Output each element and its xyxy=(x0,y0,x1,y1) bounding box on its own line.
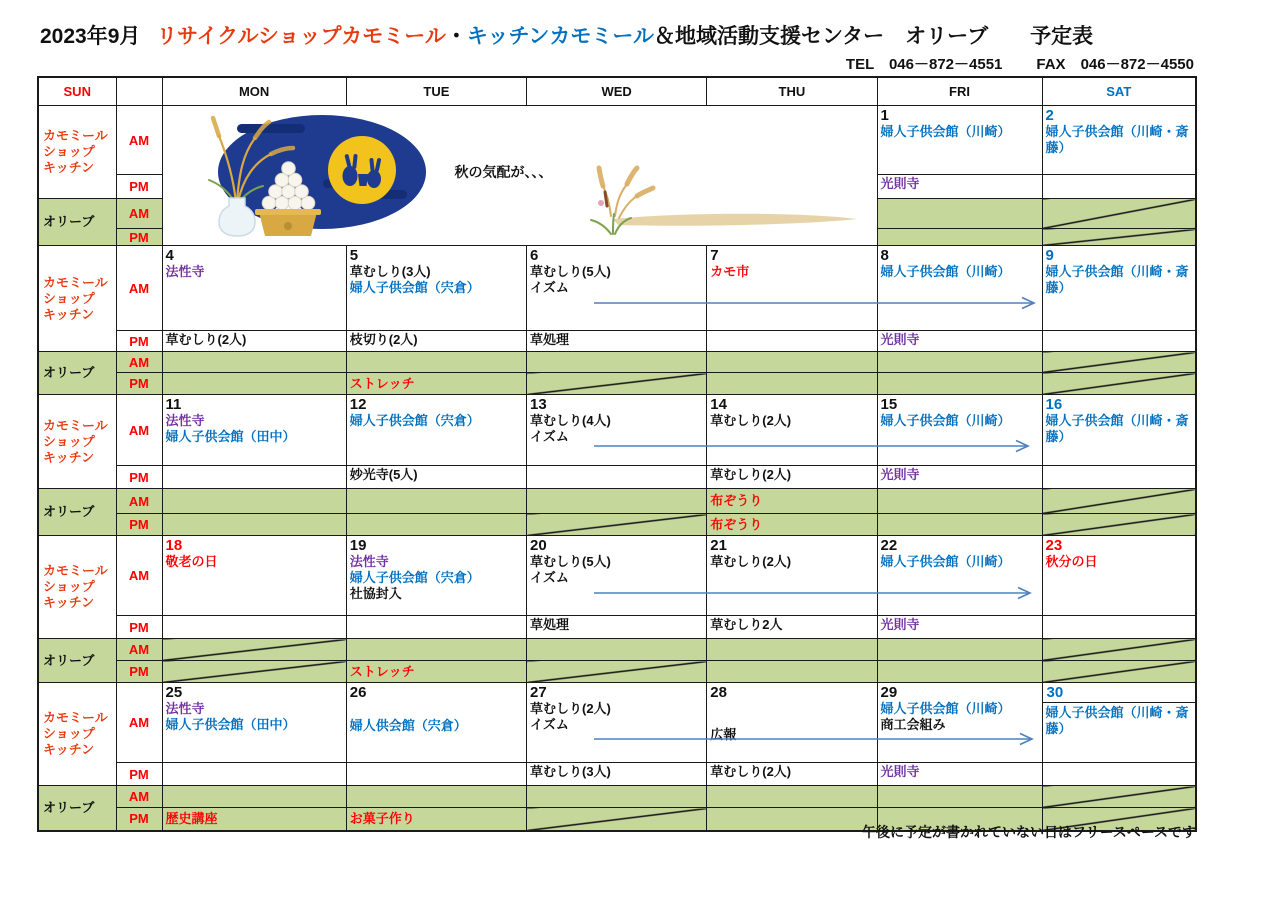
event-text: 婦人子供会館（田中） xyxy=(165,429,296,444)
olive-am-label: AM xyxy=(116,786,162,808)
day-29-am-cell xyxy=(877,683,1042,763)
event-text: 草むしり(5人) xyxy=(530,264,611,279)
day-26-pm-cell xyxy=(346,763,526,786)
event-text: イズム xyxy=(530,570,569,585)
olive-am-label: AM xyxy=(116,489,162,514)
row-label-olive: オリーブ xyxy=(38,639,116,683)
day-28-olive-pm-cell xyxy=(707,808,877,831)
event-text: 法性寺 xyxy=(165,701,205,716)
footer-note: 午後に予定が書かれていない日はフリースペースです xyxy=(862,824,1197,840)
day-28-olive-am-cell xyxy=(707,786,877,808)
row-label-kamomiru xyxy=(38,683,116,786)
day-18-olive-pm-cell xyxy=(162,661,346,683)
event-text: 草処理 xyxy=(530,617,570,632)
day-20-olive-am-cell xyxy=(527,639,707,661)
day-28-am-cell xyxy=(707,683,877,763)
week-5-am-row xyxy=(38,683,1196,763)
day-15-olive-am-cell xyxy=(877,489,1042,514)
event-text: イズム xyxy=(530,429,569,444)
day-30-pm-cell xyxy=(1042,763,1196,786)
olive-pm-label: PM xyxy=(116,229,162,246)
day-19-pm-cell xyxy=(346,616,526,639)
event-text: 法性寺 xyxy=(349,554,389,569)
pm-label: PM xyxy=(116,763,162,786)
event-text: 法性寺 xyxy=(165,413,205,428)
event-text: 婦人子供会館（川崎） xyxy=(880,701,1011,716)
day-7-pm-cell xyxy=(707,331,877,352)
autumn-caption: 秋の気配が、、、 xyxy=(454,164,553,180)
day-8-pm-cell xyxy=(877,331,1042,352)
day-11-pm-cell xyxy=(162,466,346,489)
title-separator: ・ xyxy=(445,25,467,48)
fax-number: FAX 046－872－4550 xyxy=(1036,56,1194,73)
day-5-olive-pm-cell xyxy=(346,373,526,395)
day-14-am-cell xyxy=(707,395,877,466)
day-number-6: 6 xyxy=(530,247,539,264)
day-22-am-cell xyxy=(877,536,1042,616)
week-4-am-row xyxy=(38,536,1196,616)
event-text: イズム xyxy=(530,280,569,295)
kamomiru-label-line: ショップ xyxy=(43,579,95,594)
day-30-am-cell xyxy=(1042,683,1196,763)
day-23-pm-cell xyxy=(1042,616,1196,639)
day-21-pm-cell xyxy=(707,616,877,639)
olive-event-text: 布ぞうり xyxy=(710,516,763,532)
event-text: 婦人子供会館（川崎・斎藤） xyxy=(1045,264,1189,295)
day-15-am-cell xyxy=(877,395,1042,466)
row-label-kamomiru xyxy=(38,246,116,352)
event-text: 婦人子供会館（川崎・斎藤） xyxy=(1045,124,1189,155)
day-23-olive-am-cell xyxy=(1042,639,1196,661)
pm-label: PM xyxy=(116,466,162,489)
header-row xyxy=(38,77,1196,106)
day-2-pm-cell xyxy=(1042,175,1196,199)
day-18-pm-cell xyxy=(162,616,346,639)
event-text: 枝切り(2人) xyxy=(349,332,418,347)
event-text: 広報 xyxy=(710,727,737,742)
day-number-28: 28 xyxy=(710,684,727,701)
day-12-pm-cell xyxy=(346,466,526,489)
day-25-olive-pm-cell xyxy=(162,808,346,831)
event-text: 草むしり2人 xyxy=(710,617,783,632)
kamomiru-label-line: カモミール xyxy=(43,274,108,290)
day-number-1: 1 xyxy=(880,107,889,124)
day-number-14: 14 xyxy=(710,396,727,413)
olive-event-text: ストレッチ xyxy=(349,375,415,391)
olive-event-text: ストレッチ xyxy=(349,663,415,679)
olive-event-text: 布ぞうり xyxy=(710,493,763,508)
header-sat: SAT xyxy=(1042,77,1196,106)
week-2-olive-pm-row xyxy=(38,373,1196,395)
kamomiru-label-line: カモミール xyxy=(43,128,108,143)
event-text: 婦人子供会館（川崎） xyxy=(880,124,1011,139)
event-text: 草むしり(2人) xyxy=(165,332,247,347)
kamomiru-label-line: ショップ xyxy=(43,726,95,741)
day-2-olive-am-cell xyxy=(1042,199,1196,229)
event-text: 草むしり(2人) xyxy=(710,467,792,482)
event-text: 草むしり(5人) xyxy=(530,554,611,569)
day-4-olive-am-cell xyxy=(162,352,346,373)
header-fri: FRI xyxy=(877,77,1042,106)
tsukimi-illustration-cell xyxy=(162,106,877,246)
kamomiru-label-line: キッチン xyxy=(43,595,95,610)
day-29-pm-cell xyxy=(877,763,1042,786)
olive-am-label: AM xyxy=(116,639,162,661)
day-number-25: 25 xyxy=(165,684,183,701)
day-16-olive-pm-cell xyxy=(1042,514,1196,536)
week-3-olive-am-row xyxy=(38,489,1196,514)
title-rest: ＆地域活動支援センター オリーブ 予定表 xyxy=(654,25,1094,48)
week-1-am-row xyxy=(38,106,1196,175)
kamomiru-label-line: キッチン xyxy=(43,742,95,757)
event-text: 妙光寺(5人) xyxy=(349,467,418,482)
day-29-olive-am-cell xyxy=(877,786,1042,808)
day-number-16: 16 xyxy=(1045,396,1063,413)
day-number-15: 15 xyxy=(880,396,898,413)
day-9-pm-cell xyxy=(1042,331,1196,352)
day-19-olive-pm-cell xyxy=(346,661,526,683)
day-4-pm-cell xyxy=(162,331,346,352)
day-21-olive-pm-cell xyxy=(707,661,877,683)
event-text: イズム xyxy=(530,717,569,732)
day-number-9: 9 xyxy=(1045,247,1054,264)
day-1-am-cell xyxy=(877,106,1042,175)
day-15-olive-pm-cell xyxy=(877,514,1042,536)
header-wed: WED xyxy=(527,77,707,106)
day-number-4: 4 xyxy=(165,247,174,264)
week-3-am-row xyxy=(38,395,1196,466)
event-text: 婦人子供会館（川崎・斎藤） xyxy=(1045,705,1189,736)
day-13-am-cell xyxy=(527,395,707,466)
day-number-26: 26 xyxy=(349,684,367,701)
day-7-olive-pm-cell xyxy=(707,373,877,395)
event-text: 光則寺 xyxy=(880,467,920,482)
week-5-pm-row xyxy=(38,763,1196,786)
kamomiru-label-line: カモミール xyxy=(43,710,108,725)
day-7-am-cell xyxy=(707,246,877,331)
day-number-22: 22 xyxy=(880,537,898,554)
day-13-olive-am-cell xyxy=(527,489,707,514)
day-16-pm-cell xyxy=(1042,466,1196,489)
week-2-pm-row xyxy=(38,331,1196,352)
day-number-19: 19 xyxy=(349,537,367,554)
event-text: 草むしり(2人) xyxy=(710,554,792,569)
full-moon-icon xyxy=(328,136,396,204)
day-1-pm-cell xyxy=(877,175,1042,199)
header-blank xyxy=(116,77,162,106)
day-number-18: 18 xyxy=(165,537,183,554)
day-6-pm-cell xyxy=(527,331,707,352)
kamomiru-label-line: キッチン xyxy=(43,449,95,465)
day-27-olive-am-cell xyxy=(527,786,707,808)
day-16-olive-am-cell xyxy=(1042,489,1196,514)
day-20-olive-pm-cell xyxy=(527,661,707,683)
day-7-olive-am-cell xyxy=(707,352,877,373)
day-12-olive-am-cell xyxy=(346,489,526,514)
day-23-olive-pm-cell xyxy=(1042,661,1196,683)
day-number-2: 2 xyxy=(1045,107,1054,124)
day-number-20: 20 xyxy=(530,537,547,554)
event-text: 光則寺 xyxy=(880,764,920,779)
header-sun: SUN xyxy=(38,77,116,106)
tel-number: TEL 046－872－4551 xyxy=(845,56,1003,73)
pm-label: PM xyxy=(116,331,162,352)
week-3-olive-pm-row xyxy=(38,514,1196,536)
day-30-olive-am-cell xyxy=(1042,786,1196,808)
am-label: AM xyxy=(116,683,162,763)
event-text: 光則寺 xyxy=(880,332,920,347)
day-number-13: 13 xyxy=(530,396,547,413)
kamomiru-label-line: ショップ xyxy=(43,144,95,159)
day-14-olive-pm-cell xyxy=(707,514,877,536)
day-number-5: 5 xyxy=(349,247,359,264)
header-tue: TUE xyxy=(346,77,526,106)
day-20-am-cell xyxy=(527,536,707,616)
day-18-am-cell xyxy=(162,536,346,616)
title-month: 2023年9月 xyxy=(40,25,141,48)
week-4-olive-pm-row xyxy=(38,661,1196,683)
day-19-olive-am-cell xyxy=(346,639,526,661)
day-22-pm-cell xyxy=(877,616,1042,639)
event-text: 草むしり(3人) xyxy=(349,264,431,279)
event-text: 婦人子供会館（宍倉） xyxy=(349,570,480,585)
day-11-olive-am-cell xyxy=(162,489,346,514)
event-text: カモ市 xyxy=(710,264,750,279)
day-number-21: 21 xyxy=(710,537,727,554)
day-12-olive-pm-cell xyxy=(346,514,526,536)
week-4-olive-am-row xyxy=(38,639,1196,661)
kamomiru-label-line: キッチン xyxy=(43,160,95,175)
olive-event-text: お菓子作り xyxy=(349,810,415,826)
event-text: 草処理 xyxy=(530,332,570,347)
row-label-olive: オリーブ xyxy=(38,199,116,246)
day-2-am-cell xyxy=(1042,106,1196,175)
day-27-olive-pm-cell xyxy=(527,808,707,831)
event-text: 秋分の日 xyxy=(1045,554,1098,569)
day-26-olive-pm-cell xyxy=(346,808,526,831)
day-25-pm-cell xyxy=(162,763,346,786)
row-label-kamomiru xyxy=(38,395,116,489)
day-9-am-cell xyxy=(1042,246,1196,331)
day-9-olive-pm-cell xyxy=(1042,373,1196,395)
day-number-27: 27 xyxy=(530,684,547,701)
kamomiru-label-line: カモミール xyxy=(43,563,108,578)
kamomiru-label-line: ショップ xyxy=(43,433,95,449)
row-label-olive: オリーブ xyxy=(38,489,116,536)
day-6-am-cell xyxy=(527,246,707,331)
page-title xyxy=(40,20,1093,50)
day-16-am-cell xyxy=(1042,395,1196,466)
week-3-pm-row xyxy=(38,466,1196,489)
day-8-olive-pm-cell xyxy=(877,373,1042,395)
header-thu: THU xyxy=(707,77,877,106)
kamomiru-label-line: カモミール xyxy=(43,417,108,433)
day-25-olive-am-cell xyxy=(162,786,346,808)
event-text: 光則寺 xyxy=(880,617,920,632)
day-26-am-cell xyxy=(346,683,526,763)
day-14-pm-cell xyxy=(707,466,877,489)
olive-pm-label: PM xyxy=(116,514,162,536)
day-9-olive-am-cell xyxy=(1042,352,1196,373)
day-6-olive-pm-cell xyxy=(527,373,707,395)
day-1-olive-pm-cell xyxy=(877,229,1042,246)
event-text: 草むしり(2人) xyxy=(710,413,792,428)
event-text: 婦人子供会館（宍倉） xyxy=(349,413,480,428)
row-label-olive: オリーブ xyxy=(38,352,116,395)
am-label: AM xyxy=(116,395,162,466)
day-8-am-cell xyxy=(877,246,1042,331)
day-number-7: 7 xyxy=(710,247,719,264)
day-5-pm-cell xyxy=(346,331,526,352)
day-number-30: 30 xyxy=(1043,684,1196,703)
event-text: 婦人子供会館（田中） xyxy=(165,717,296,732)
event-text: 婦人供会館（宍倉） xyxy=(349,718,467,733)
week-2-am-row xyxy=(38,246,1196,331)
olive-pm-label: PM xyxy=(116,661,162,683)
day-number-11: 11 xyxy=(165,396,182,413)
day-number-12: 12 xyxy=(349,396,367,413)
pm-label: PM xyxy=(116,616,162,639)
day-number-8: 8 xyxy=(880,247,889,264)
row-label-olive: オリーブ xyxy=(38,786,116,831)
event-text: 婦人子供会館（川崎） xyxy=(880,413,1011,428)
day-12-am-cell xyxy=(346,395,526,466)
olive-am-label: AM xyxy=(116,199,162,229)
day-22-olive-pm-cell xyxy=(877,661,1042,683)
event-text: 草むしり(2人) xyxy=(710,764,792,779)
day-13-pm-cell xyxy=(527,466,707,489)
event-text: 光則寺 xyxy=(880,176,920,191)
day-25-am-cell xyxy=(162,683,346,763)
day-5-olive-am-cell xyxy=(346,352,526,373)
day-22-olive-am-cell xyxy=(877,639,1042,661)
event-text: 婦人子供会館（川崎・斎藤） xyxy=(1045,413,1189,444)
row-label-kamomiru xyxy=(38,536,116,639)
olive-am-label: AM xyxy=(116,352,162,373)
day-26-olive-am-cell xyxy=(346,786,526,808)
title-kitchen-name: キッチンカモミール xyxy=(466,25,654,48)
title-shop-name: リサイクルショップカモミール xyxy=(156,25,446,48)
day-23-am-cell xyxy=(1042,536,1196,616)
day-21-olive-am-cell xyxy=(707,639,877,661)
day-2-olive-pm-cell xyxy=(1042,229,1196,246)
day-1-olive-am-cell xyxy=(877,199,1042,229)
event-text: 商工会組み xyxy=(880,717,946,732)
day-4-am-cell xyxy=(162,246,346,331)
schedule-table xyxy=(37,76,1197,832)
olive-pm-label: PM xyxy=(116,808,162,831)
day-4-olive-pm-cell xyxy=(162,373,346,395)
event-text: 婦人子供会館（川崎） xyxy=(880,264,1011,279)
event-text: 婦人子供会館（宍倉） xyxy=(349,280,480,295)
autumn-grass-swoosh-icon xyxy=(591,168,857,234)
day-8-olive-am-cell xyxy=(877,352,1042,373)
kamomiru-label-line: キッチン xyxy=(43,306,95,322)
event-text: 敬老の日 xyxy=(165,554,218,569)
event-text: 法性寺 xyxy=(165,264,205,279)
day-number-29: 29 xyxy=(880,684,898,701)
week-5-olive-am-row xyxy=(38,786,1196,808)
event-text: 草むしり(4人) xyxy=(530,413,611,428)
day-28-pm-cell xyxy=(707,763,877,786)
day-27-pm-cell xyxy=(527,763,707,786)
header-mon: MON xyxy=(162,77,346,106)
day-6-olive-am-cell xyxy=(527,352,707,373)
kamomiru-label-line: ショップ xyxy=(43,290,95,306)
day-18-olive-am-cell xyxy=(162,639,346,661)
day-5-am-cell xyxy=(346,246,526,331)
day-20-pm-cell xyxy=(527,616,707,639)
day-11-am-cell xyxy=(162,395,346,466)
row-label-kamomiru xyxy=(38,106,116,199)
week-2-olive-am-row xyxy=(38,352,1196,373)
day-13-olive-pm-cell xyxy=(527,514,707,536)
day-21-am-cell xyxy=(707,536,877,616)
day-11-olive-pm-cell xyxy=(162,514,346,536)
event-text: 婦人子供会館（川崎） xyxy=(880,554,1011,569)
event-text: 草むしり(3人) xyxy=(530,764,611,779)
am-label: AM xyxy=(116,106,162,175)
event-text: 草むしり(2人) xyxy=(530,701,611,716)
day-19-am-cell xyxy=(346,536,526,616)
day-14-olive-am-cell xyxy=(707,489,877,514)
am-label: AM xyxy=(116,536,162,616)
olive-pm-label: PM xyxy=(116,373,162,395)
contact-line xyxy=(846,53,1194,74)
day-number-23: 23 xyxy=(1045,537,1063,554)
olive-event-text: 歴史講座 xyxy=(165,810,218,826)
day-15-pm-cell xyxy=(877,466,1042,489)
event-text: 社協封入 xyxy=(349,586,402,601)
week-4-pm-row xyxy=(38,616,1196,639)
am-label: AM xyxy=(116,246,162,331)
pm-label: PM xyxy=(116,175,162,199)
day-27-am-cell xyxy=(527,683,707,763)
